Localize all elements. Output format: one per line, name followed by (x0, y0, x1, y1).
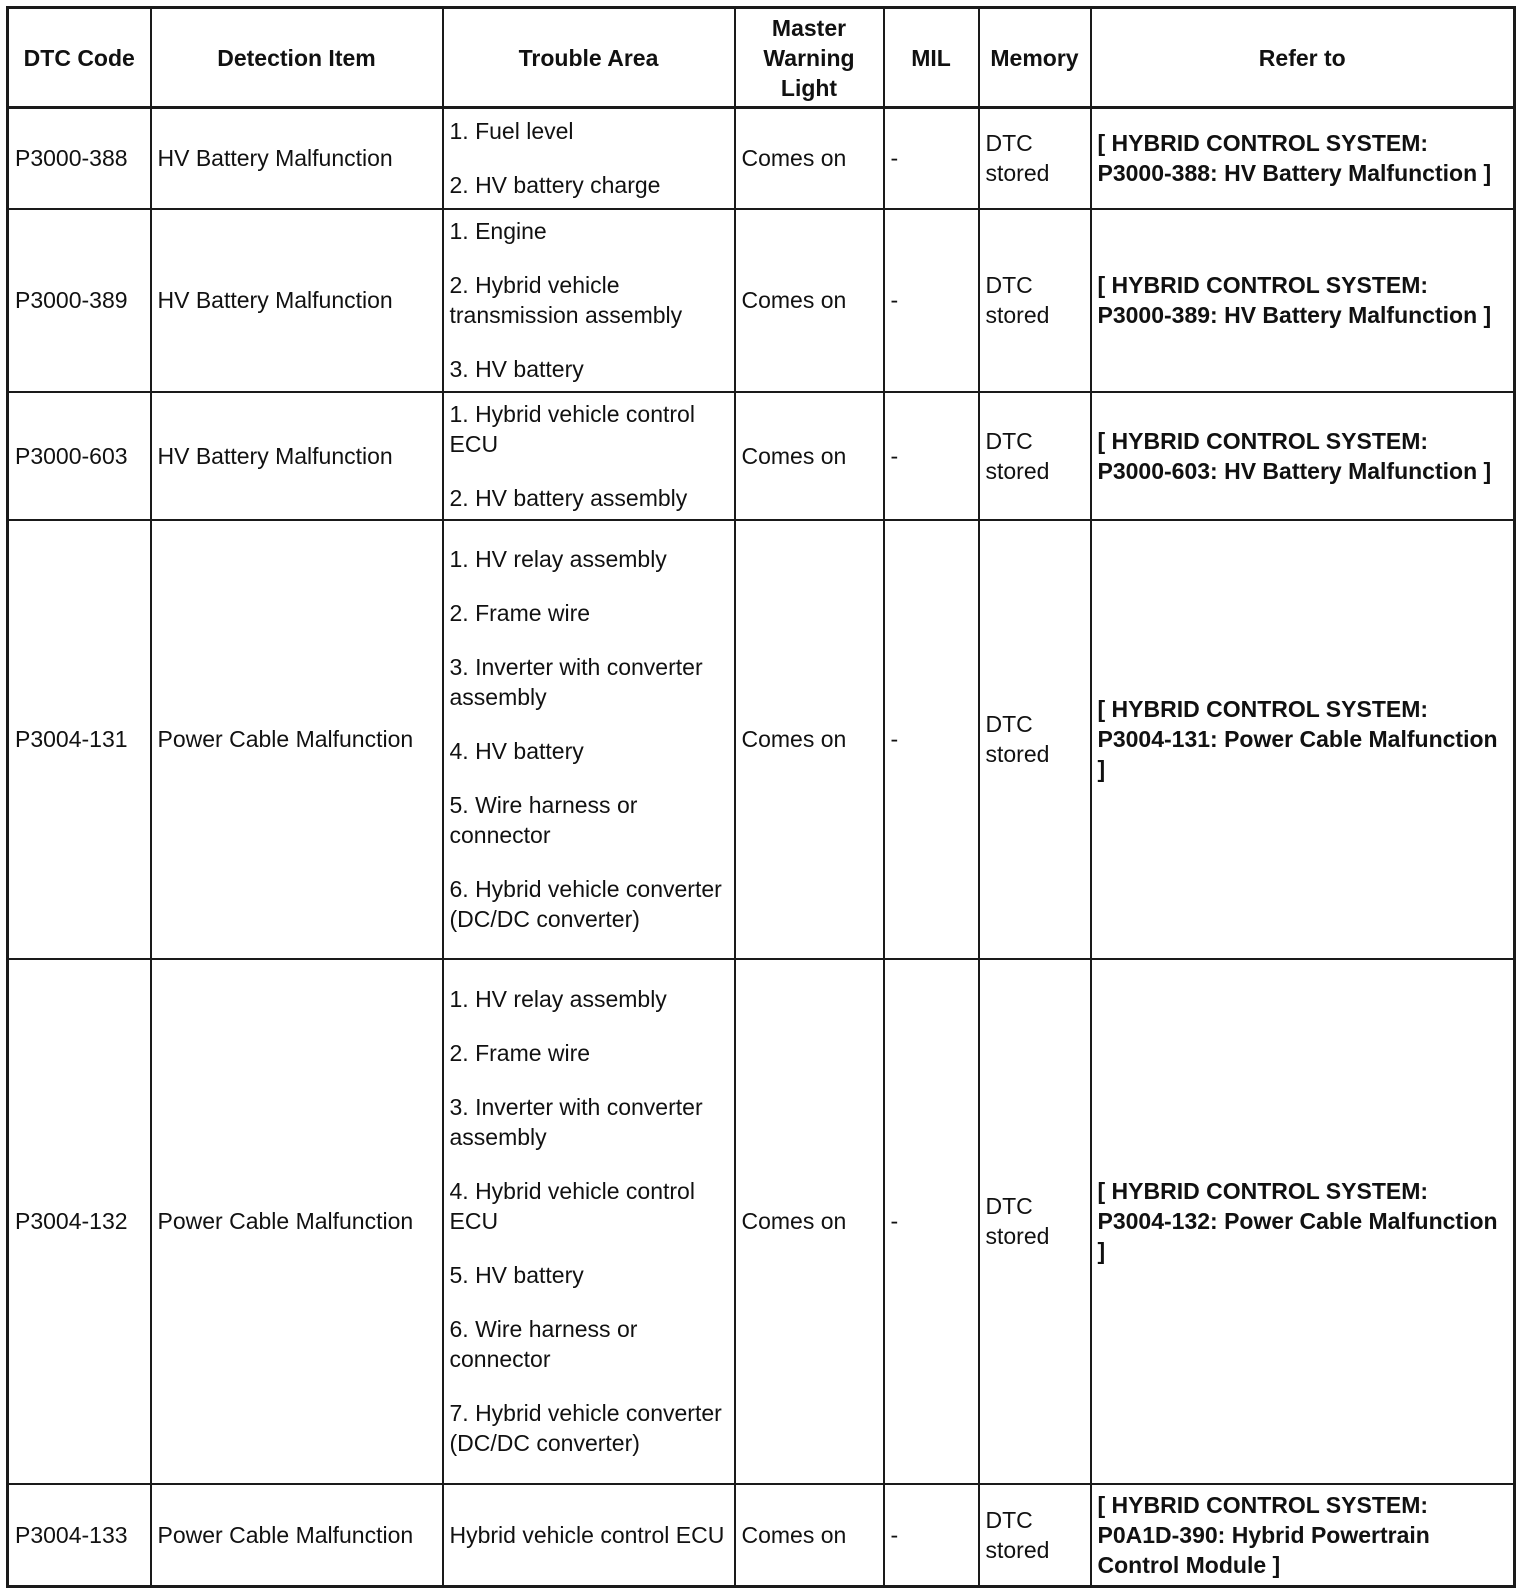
trouble-area-item: 5. Wire harness or connector (449, 792, 638, 848)
trouble-area-item: 1. Fuel level (449, 118, 574, 145)
master-warning-light-cell: Comes on (735, 520, 884, 959)
mil-cell: - (884, 959, 979, 1484)
detection-item-cell: HV Battery Malfunction (151, 108, 443, 209)
master-warning-light-cell: Comes on (735, 959, 884, 1484)
trouble-area-item: 3. Inverter with converter assembly (449, 654, 703, 710)
header-master-warning-light: Master Warning Light (735, 8, 884, 108)
header-memory: Memory (979, 8, 1091, 108)
dtc-code-cell: P3004-131 (8, 520, 151, 959)
header-dtc-code: DTC Code (8, 8, 151, 108)
trouble-area-item: 1. Hybrid vehicle control ECU (449, 400, 695, 457)
trouble-area-item: 1. HV relay assembly (449, 986, 667, 1012)
master-warning-light-cell: Comes on (735, 209, 884, 392)
dtc-code-cell: P3000-388 (8, 108, 151, 209)
table-row (8, 520, 1515, 959)
memory-cell: DTC stored (979, 520, 1091, 959)
memory-cell: DTC stored (979, 392, 1091, 520)
header-row (8, 8, 1515, 108)
refer-to-cell: [ HYBRID CONTROL SYSTEM: P0A1D-390: Hybrid Powertrain Control Module ] (1091, 1484, 1515, 1587)
trouble-area-item: 3. HV battery (449, 356, 584, 382)
trouble-area-cell (443, 1484, 735, 1587)
trouble-area-item: 4. HV battery (449, 738, 584, 764)
refer-to-cell: [ HYBRID CONTROL SYSTEM: P3000-388: HV Battery Malfunction ] (1091, 108, 1515, 209)
mil-cell: - (884, 392, 979, 520)
trouble-area-item: 2. HV battery assembly (449, 484, 688, 511)
table-row (8, 209, 1515, 392)
memory-cell: DTC stored (979, 959, 1091, 1484)
trouble-area-cell (443, 392, 735, 520)
table-row (8, 959, 1515, 1484)
trouble-area-cell (443, 959, 735, 1484)
dtc-code-cell: P3004-132 (8, 959, 151, 1484)
detection-item-cell: Power Cable Malfunction (151, 959, 443, 1484)
trouble-area-item: 6. Hybrid vehicle converter (DC/DC converter) (449, 876, 722, 932)
detection-item-cell: HV Battery Malfunction (151, 209, 443, 392)
header-detection-item: Detection Item (151, 8, 443, 108)
detection-item-cell: Power Cable Malfunction (151, 1484, 443, 1587)
detection-item-cell: Power Cable Malfunction (151, 520, 443, 959)
trouble-area-item: 5. HV battery (449, 1262, 584, 1288)
refer-to-cell: [ HYBRID CONTROL SYSTEM: P3000-389: HV Battery Malfunction ] (1091, 209, 1515, 392)
trouble-area-item: 2. Frame wire (449, 600, 591, 626)
refer-to-cell: [ HYBRID CONTROL SYSTEM: P3000-603: HV Battery Malfunction ] (1091, 392, 1515, 520)
detection-item-cell: HV Battery Malfunction (151, 392, 443, 520)
mil-cell: - (884, 108, 979, 209)
trouble-area-item: 2. Hybrid vehicle transmission assembly (449, 272, 683, 328)
master-warning-light-cell: Comes on (735, 392, 884, 520)
dtc-code-cell: P3004-133 (8, 1484, 151, 1587)
master-warning-light-cell: Comes on (735, 1484, 884, 1587)
trouble-area-cell (443, 520, 735, 959)
mil-cell: - (884, 1484, 979, 1587)
mil-cell: - (884, 209, 979, 392)
table-row (8, 1484, 1515, 1587)
header-mil: MIL (884, 8, 979, 108)
dtc-code-cell: P3000-389 (8, 209, 151, 392)
memory-cell: DTC stored (979, 209, 1091, 392)
memory-cell: DTC stored (979, 1484, 1091, 1587)
header-refer-to: Refer to (1091, 8, 1515, 108)
trouble-area-cell (443, 108, 735, 209)
trouble-area-item: 7. Hybrid vehicle converter (DC/DC converter) (449, 1400, 722, 1456)
trouble-area-item: 1. HV relay assembly (449, 546, 667, 572)
trouble-area-item: 2. HV battery charge (449, 172, 661, 199)
mil-cell: - (884, 520, 979, 959)
master-warning-light-cell: Comes on (735, 108, 884, 209)
trouble-area-cell (443, 209, 735, 392)
dtc-code-cell: P3000-603 (8, 392, 151, 520)
table-body (8, 108, 1515, 1587)
trouble-area-item: 6. Wire harness or connector (449, 1316, 638, 1372)
table-row (8, 392, 1515, 520)
trouble-area-item: 2. Frame wire (449, 1040, 591, 1066)
refer-to-cell: [ HYBRID CONTROL SYSTEM: P3004-132: Power Cable Malfunction ] (1091, 959, 1515, 1484)
refer-to-cell: [ HYBRID CONTROL SYSTEM: P3004-131: Power Cable Malfunction ] (1091, 520, 1515, 959)
trouble-area-item: 4. Hybrid vehicle control ECU (449, 1178, 695, 1234)
dtc-table (6, 6, 1516, 1588)
trouble-area-item: Hybrid vehicle control ECU (449, 1521, 725, 1548)
trouble-area-item: 1. Engine (449, 218, 547, 244)
header-trouble-area: Trouble Area (443, 8, 735, 108)
table-row (8, 108, 1515, 209)
trouble-area-item: 3. Inverter with converter assembly (449, 1094, 703, 1150)
memory-cell: DTC stored (979, 108, 1091, 209)
